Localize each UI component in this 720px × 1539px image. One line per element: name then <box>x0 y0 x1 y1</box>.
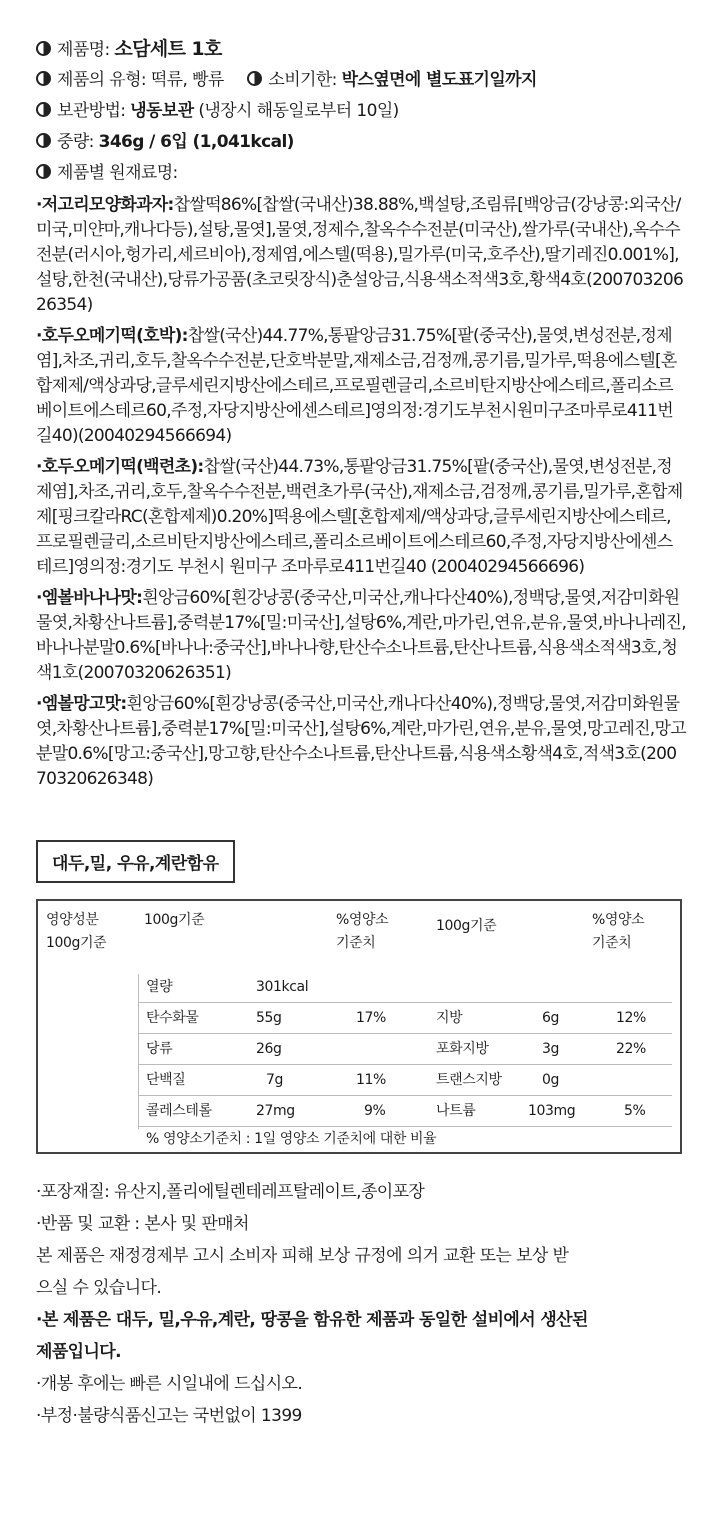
nutrient-name: 탄수화물 <box>146 1010 199 1026</box>
nutrition-corner-2: 100g기준 <box>46 935 107 951</box>
nutrient-pct: 17% <box>356 1010 386 1026</box>
product-name-value: 소담세트 1호 <box>114 38 222 60</box>
expiry-value: 박스옆면에 별도표기일까지 <box>341 70 537 90</box>
nutrient-pct: 9% <box>364 1103 386 1119</box>
nutrient-name: 트랜스지방 <box>436 1072 502 1088</box>
nutrient-value: 7g <box>266 1072 283 1088</box>
weight-line <box>36 131 686 162</box>
nutrient-value: 3g <box>542 1041 559 1057</box>
nutrient-name: 콜레스테롤 <box>146 1103 212 1119</box>
product-ingredient-name: ·엠볼망고맛: <box>36 694 127 714</box>
nutrient-pct: 22% <box>616 1041 646 1057</box>
nutrient-value: 103mg <box>528 1103 576 1119</box>
product-ingredients <box>36 324 686 449</box>
nutrient-name: 당류 <box>146 1041 173 1057</box>
product-ingredients <box>36 193 686 318</box>
product-type-line <box>36 69 686 100</box>
report-note: ·부정·불량식품신고는 국번없이 1399 <box>36 1406 302 1426</box>
product-type-value: 떡류, 빵류 <box>150 70 224 90</box>
nutrient-pct: 11% <box>356 1072 386 1088</box>
product-ingredient-name: ·호두오메기떡(호박): <box>36 326 188 346</box>
product-name-line <box>36 38 686 69</box>
calorie-value: 301kcal <box>256 979 309 995</box>
half-circle-icon <box>36 41 51 56</box>
nutrient-value: 0g <box>542 1072 559 1088</box>
allergen-box: 대두,밀, 우유,계란함유 <box>36 840 235 883</box>
product-ingredient-name: ·호두오메기떡(백련초): <box>36 457 204 477</box>
ingredients-label: 제품별 원재료명: <box>57 163 178 183</box>
packaging-note: ·포장재질: 유산지,폴리에틸렌테레프탈레이트,종이포장 <box>36 1182 425 1202</box>
nutrient-value: 27mg <box>256 1103 295 1119</box>
open-note: ·개봉 후에는 빠른 시일내에 드십시오. <box>36 1374 303 1394</box>
half-circle-icon <box>36 71 51 86</box>
product-ingredient-text: 흰앙금60%[흰강낭콩(중국산,미국산,캐나다산40%),정백당,물엿,저감미화원물엿,차황산나트륨],중력분17%[밀:미국산],설탕6%,계란,마가린,연유,분유,물엿,망고레진,망고분말0.6%[망고:중국산],망고향,탄산수소나트륨,탄산나트륨,식용색소황색4호,적색3호(20070320626348) <box>36 694 686 789</box>
storage-note: (냉장시 해동일로부터 10일) <box>198 101 399 121</box>
half-circle-icon <box>36 164 51 179</box>
product-ingredient-text: 찹쌀떡86%[찹쌀(국내산)38.88%,백설탕,조림류[백앙금(강낭콩:외국산/미국,미얀마,캐나다등),설탕,물엿],물엿,정제수,찰옥수수전분(미국산),쌀가루(국내산),옥수수전분(러시아,헝가리,세르비아),정제염,에스텔(떡용),밀가루(미국,호주산),딸기레진0.001%],설탕,한천(국내산),당류가공품(초코릿장식)춘설앙금,식용색소적색3호,황색4호(20070320626354) <box>36 195 684 315</box>
nutrition-corner-1: 영양성분 <box>46 912 99 928</box>
product-ingredient-name: ·저고리모양화과자: <box>36 195 174 215</box>
nutrition-head-pct-left-2: 기준치 <box>336 935 376 951</box>
nutrient-pct: 5% <box>624 1103 646 1119</box>
product-type-label: 제품의 유형: <box>57 70 147 90</box>
nutrient-name: 단백질 <box>146 1072 186 1088</box>
nutrient-name: 포화지방 <box>436 1041 489 1057</box>
label-sheet <box>36 38 686 1432</box>
product-ingredient-name: ·엠볼바나나맛: <box>36 588 143 608</box>
weight-value: 346g / 6입 (1,041kcal) <box>98 132 294 152</box>
calorie-label: 열량 <box>146 979 173 995</box>
nutrient-pct: 12% <box>616 1010 646 1026</box>
nutrition-head-left: 100g기준 <box>144 912 205 928</box>
nutrient-name: 나트륨 <box>436 1103 476 1119</box>
allergen-warning-1: ·본 제품은 대두, 밀,우유,계란, 땅콩을 함유한 제품과 동일한 설비에서 생산된 <box>36 1310 588 1330</box>
allergen-warning-2: 제품입니다. <box>36 1342 121 1362</box>
nutrition-head-pct-left-1: %영양소 <box>336 912 389 928</box>
ingredients-heading-line <box>36 162 686 193</box>
storage-value: 냉동보관 <box>130 101 194 121</box>
product-ingredient-text: 흰앙금60%[흰강낭콩(중국산,미국산,캐나다산40%),정백당,물엿,저감미화원물엿,차황산나트륨],중력분17%[밀:미국산],설탕6%,계란,마가린,연유,분유,물엿,바나나레진,바나나분말0.6%[바나나:중국산],바나나향,탄산수소나트륨,탄산나트륨,식용색소적색3호,청색1호(20070320626351) <box>36 588 686 683</box>
product-ingredients <box>36 692 686 792</box>
return-note: ·반품 및 교환 : 본사 및 판매처 <box>36 1214 249 1234</box>
product-ingredient-text: 찹쌀(국산)44.73%,통팥앙금31.75%[팥(중국산),물엿,변성전분,정제염],차조,귀리,호두,찰옥수수전분,백련초가루(국산),재제소금,검정깨,콩기름,밀가루,혼합제제[핑크칼라RC(혼합제제)0.20%]떡용에스텔[혼합제제/액상과당,글루세린지방산에스테르,프로필렌글리,소르비탄지방산에스테르,폴리소르베이트에스테르60,주정,자당지방산에센스테르]영의정:경기도 부천시 원미구 조마루로411번길40 (20040294566696) <box>36 457 683 577</box>
nutrition-head-pct-right-2: 기준치 <box>592 935 632 951</box>
nutrient-value: 55g <box>256 1010 282 1026</box>
half-circle-icon <box>247 71 262 86</box>
nutrition-table <box>36 899 682 1154</box>
return-detail-2: 으실 수 있습니다. <box>36 1278 162 1298</box>
expiry-label: 소비기한: <box>268 70 337 90</box>
nutrition-head-pct-right-1: %영양소 <box>592 912 645 928</box>
nutrient-value: 26g <box>256 1041 282 1057</box>
product-ingredients <box>36 455 686 580</box>
product-name-label: 제품명: <box>57 40 110 60</box>
nutrient-name: 지방 <box>436 1010 463 1026</box>
nutrition-footnote: % 영양소기준치 : 1일 영양소 기준치에 대한 비율 <box>146 1131 437 1147</box>
product-ingredient-text: 찹쌀(국산)44.77%,통팥앙금31.75%[팥(중국산),물엿,변성전분,정제염],차조,귀리,호두,찰옥수수전분,단호박분말,재제소금,검정깨,콩기름,밀가루,떡용에스텔[혼합제제/액상과당,글루세린지방산에스테르,프로필렌글리,소르비탄지방산에스테르,폴리소르베이트에스테르60,주정,자당지방산에센스테르]영의정:경기도부천시원미구조마루로411번길40)(20040294566694) <box>36 326 677 446</box>
weight-label: 중량: <box>57 132 94 152</box>
half-circle-icon <box>36 102 51 117</box>
product-ingredients <box>36 586 686 686</box>
storage-label: 보관방법: <box>57 101 126 121</box>
half-circle-icon <box>36 133 51 148</box>
storage-line <box>36 100 686 131</box>
notes-section <box>36 1176 686 1432</box>
return-detail-1: 본 제품은 재정경제부 고시 소비자 피해 보상 규정에 의거 교환 또는 보상 받 <box>36 1246 569 1266</box>
nutrition-head-right: 100g기준 <box>436 918 497 934</box>
nutrient-value: 6g <box>542 1010 559 1026</box>
